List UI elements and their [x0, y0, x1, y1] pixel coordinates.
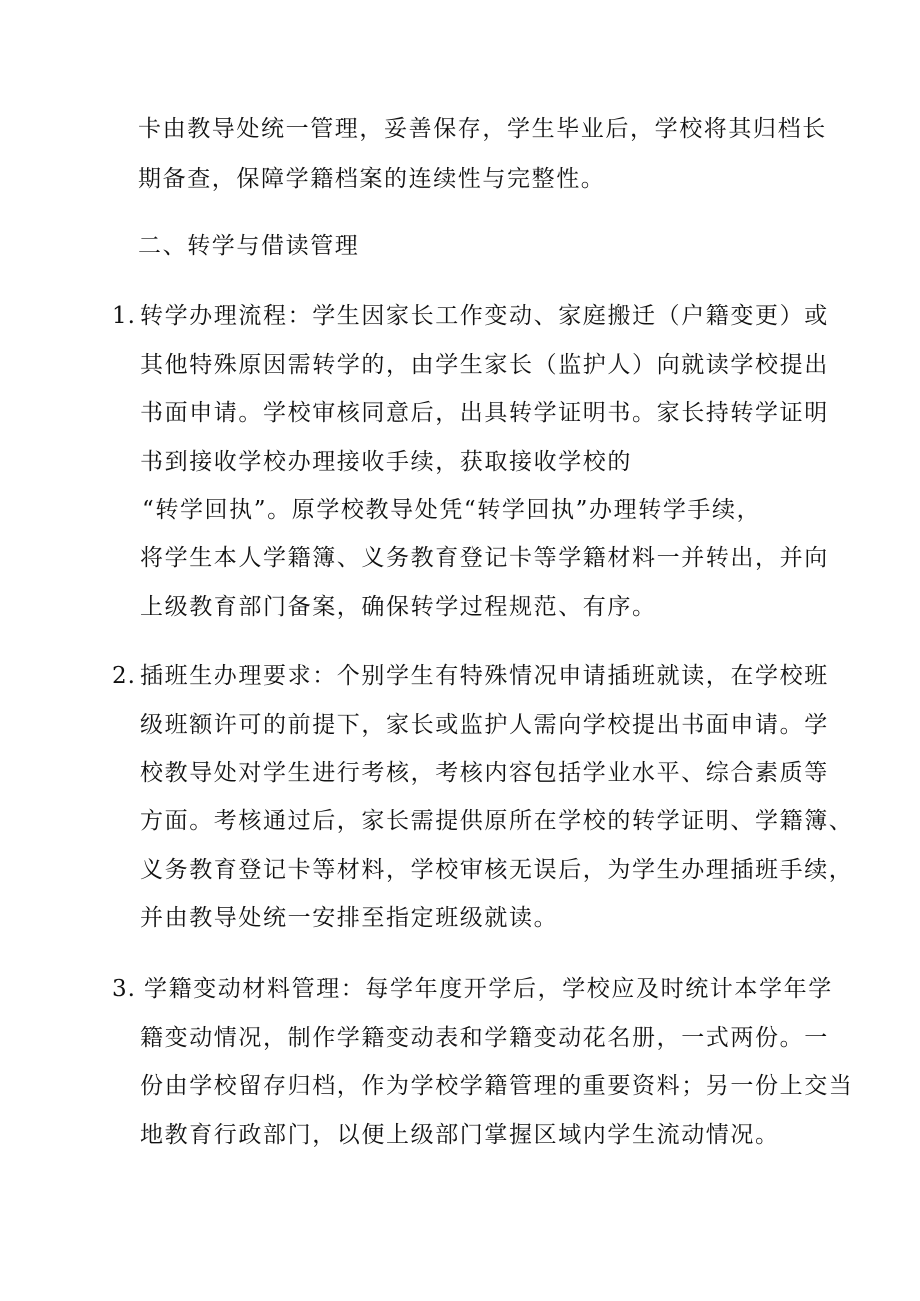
item-line: 将学生本人学籍簿、义务教育登记卡等学籍材料一并转出，并向 — [140, 545, 829, 571]
intro-line: 卡由教导处统一管理，妥善保存，学生毕业后，学校将其归档长 — [138, 116, 827, 142]
item-line: 方面。考核通过后，家长需提供原所在学校的转学证明、学籍簿、 — [140, 808, 854, 834]
item-line: 书到接收学校办理接收手续，获取接收学校的 — [140, 449, 632, 475]
item-number: 3. — [112, 976, 136, 1002]
item-line: 书面申请。学校审核同意后，出具转学证明书。家长持转学证明 — [140, 400, 829, 426]
item-number: 2. — [112, 663, 136, 689]
item-line: 学籍变动材料管理：每学年度开学后，学校应及时统计本学年学 — [144, 976, 833, 1002]
item-line: “转学回执”。原学校教导处凭“转学回执”办理转学手续， — [142, 497, 762, 523]
item-line: 校教导处对学生进行考核，考核内容包括学业水平、综合素质等 — [140, 760, 829, 786]
item-line: 并由教导处统一安排至指定班级就读。 — [140, 905, 559, 931]
item-line: 上级教育部门备案，确保转学过程规范、有序。 — [140, 594, 657, 620]
item-line: 籍变动情况，制作学籍变动表和学籍变动花名册，一式两份。一 — [140, 1025, 829, 1051]
item-line: 转学办理流程：学生因家长工作变动、家庭搬迁（户籍变更）或 — [140, 303, 829, 329]
item-line: 份由学校留存归档，作为学校学籍管理的重要资料；另一份上交当 — [140, 1073, 854, 1099]
item-line: 义务教育登记卡等材料，学校审核无误后，为学生办理插班手续， — [140, 857, 854, 883]
item-line: 地教育行政部门，以便上级部门掌握区域内学生流动情况。 — [140, 1122, 780, 1148]
intro-line: 期备查，保障学籍档案的连续性与完整性。 — [138, 166, 606, 192]
item-line: 插班生办理要求：个别学生有特殊情况申请插班就读，在学校班 — [140, 663, 829, 689]
item-number: 1. — [112, 303, 136, 329]
item-line: 级班额许可的前提下，家长或监护人需向学校提出书面申请。学 — [140, 712, 829, 738]
section-heading: 二、转学与借读管理 — [138, 233, 360, 259]
item-line: 其他特殊原因需转学的，由学生家长（监护人）向就读学校提出 — [140, 352, 829, 378]
